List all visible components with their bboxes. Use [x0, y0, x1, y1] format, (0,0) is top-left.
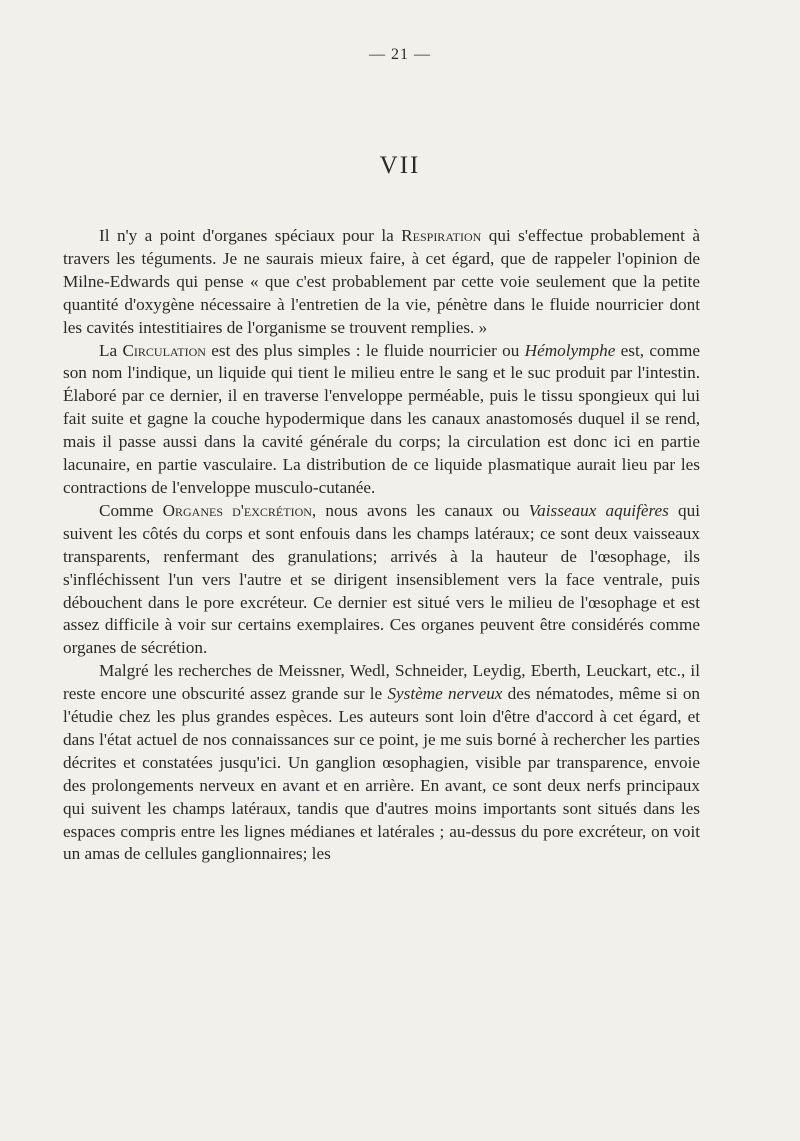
paragraph-excretion [63, 500, 700, 660]
text-run: est, comme son nom l'indique, un liquide qui tient le milieu entre le sang et le suc produit par l'intestin. Élaboré par ce dernier, il en traverse l'enveloppe perméable, puis le tissu spongieux qui lui fait suite et gagne la couche hypodermique dans les canaux anastomosés duquel il se rend, mais il passe aussi dans la cavité générale du corps; la circulation est donc ici en partie lacunaire, en partie vasculaire. La distribution de ce liquide plasmatique aurait lieu par les contractions de l'enveloppe musculo-cutanée. [63, 340, 700, 497]
small-caps-term: Circulation [122, 340, 206, 360]
italic-term: Système nerveux [387, 684, 503, 704]
text-run: est des plus simples : le fluide nourricier ou [205, 340, 525, 360]
text-run: qui s'effectue probablement à travers les téguments. Je ne saurais mieux faire, à cet égard, que de rappeler l'opinion de Milne-Edwards qui pense « que c'est probablement par cette voie seulement que la petite quantité d'oxygène nécessaire à l'entretien de la vie, pénètre dans le fluide nourricier dont les cavités intestitiaires de l'organisme se trouvent remplies. » [63, 226, 700, 337]
text-run: La [99, 340, 123, 360]
section-heading: VII [379, 152, 421, 179]
text-run: qui suivent les côtés du corps et sont enfouis dans les champs latéraux; ce sont deux vaisseaux transparents, renfermant des granulations; arrivés à la hauteur de l'œsophage, ils s'infléchissent l'un vers l'autre et se dirigent insensiblement vers la face ventrale, puis débouchent dans le pore excréteur. Ce dernier est situé vers le milieu de l'œsophage et est assez difficile à voir sur certains exemplaires. Ces organes peuvent être considérés comme organes de sécrétion. [63, 500, 700, 658]
paragraph-circulation [63, 340, 700, 500]
text-run: Malgré les recherches de Meissner, Wedl, Schneider, Leydig, Eberth, Leuckart, etc., il reste encore une obscurité assez grande sur le [63, 661, 700, 704]
paragraph-respiration [63, 225, 700, 340]
text-run: , nous avons les canaux ou [311, 500, 529, 520]
text-run: Comme [99, 500, 163, 520]
body-text [63, 225, 700, 866]
paragraph-nervous-system [63, 660, 700, 866]
small-caps-term: Organes d'excrétion [162, 500, 312, 520]
small-caps-term: Respiration [401, 226, 482, 245]
text-run: Il n'y a point d'organes spéciaux pour la [99, 226, 402, 245]
italic-term: Vaisseaux aquifères [528, 500, 669, 520]
text-run: des nématodes, même si on l'étudie chez les plus grandes espèces. Les auteurs sont loin d'être d'accord à cet égard, et dans l'état actuel de nos connaissances sur ce point, je me suis borné à rechercher les parties décrites et constatées jusqu'ici. Un ganglion œsophagien, visible par transparence, envoie des prolongements nerveux en avant et en arrière. En avant, ce sont deux nerfs principaux qui suivent les champs latéraux, tandis que d'autres moins importants sont situés dans les espaces compris entre les lignes médianes et latérales ; au-dessus du pore excréteur, on voit un amas de cellules ganglionnaires; les [63, 684, 701, 864]
page-number: — 21 — [369, 46, 431, 63]
italic-term: Hémolymphe [524, 340, 616, 360]
